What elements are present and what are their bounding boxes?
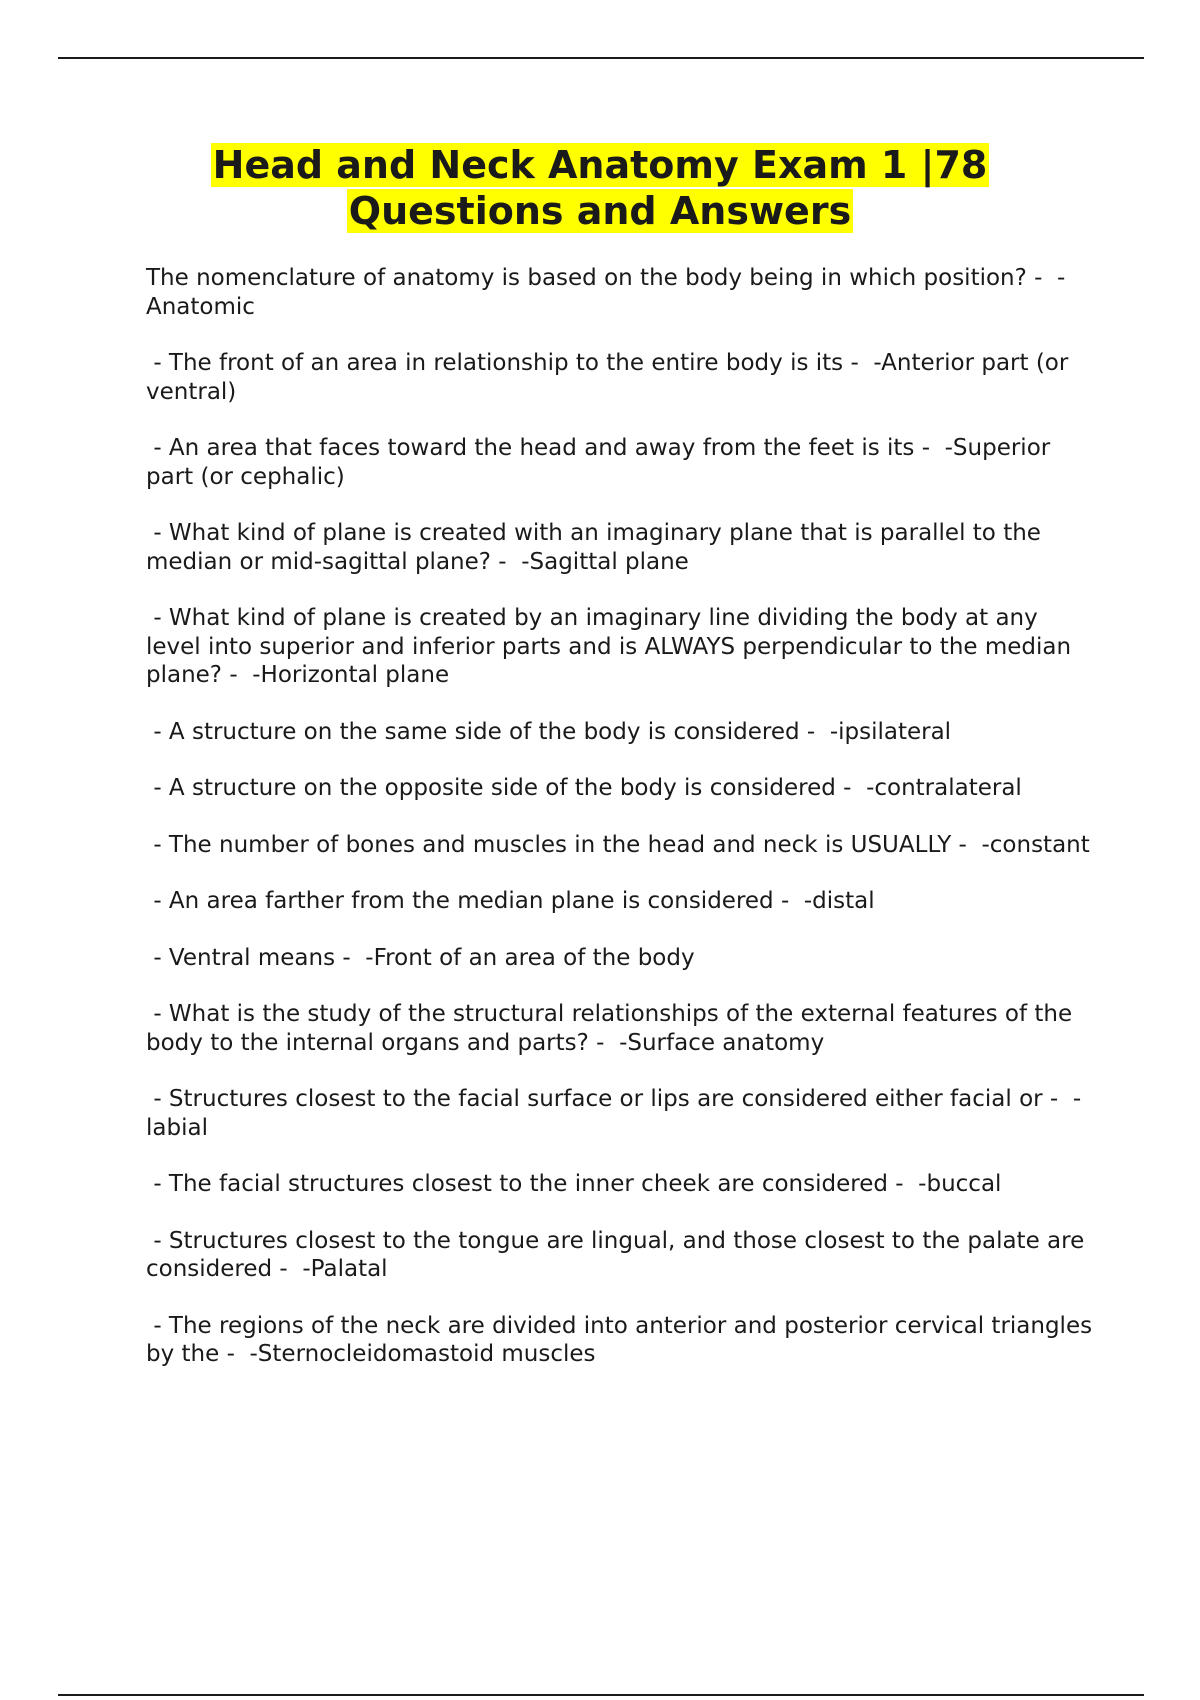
qa-item: - Structures closest to the facial surface or lips are considered either facial or - -labial (146, 1086, 1082, 1141)
document-title (0, 142, 1200, 234)
qa-item: - What kind of plane is created with an imaginary plane that is parallel to the median or mid-sagittal plane? - -Sagittal plane (146, 520, 1049, 575)
qa-item: - Structures closest to the tongue are lingual, and those closest to the palate are considered - -Palatal (146, 1227, 1092, 1282)
qa-item: - What kind of plane is created by an imaginary line dividing the body at any level into superior and inferior parts and is ALWAYS perpendicular to the median plane? - -Horizontal plane (146, 605, 1079, 688)
qa-item: - The facial structures closest to the inner cheek are considered - -buccal (146, 1171, 1002, 1197)
qa-item: The nomenclature of anatomy is based on the body being in which position? - -Anatomic (146, 265, 1066, 320)
qa-item: - An area farther from the median plane is considered - -distal (146, 888, 875, 914)
title-line-2: Questions and Answers (348, 189, 852, 233)
top-rule (58, 57, 1144, 59)
bottom-rule (58, 1694, 1144, 1696)
qa-item: - A structure on the opposite side of the body is considered - -contralateral (146, 775, 1022, 801)
qa-item: - The number of bones and muscles in the head and neck is USUALLY - -constant (146, 831, 1090, 858)
qa-item: - An area that faces toward the head and away from the feet is its - -Superior part (or cephalic) (146, 435, 1058, 490)
qa-item: - What is the study of the structural relationships of the external features of the body to the internal organs and parts? - -Surface anatomy (146, 1001, 1080, 1056)
question-answer-list (146, 264, 1100, 1397)
qa-item: - The front of an area in relationship to the entire body is its - -Anterior part (or ventral) (146, 350, 1076, 405)
title-line-1: Head and Neck Anatomy Exam 1 |78 (212, 143, 988, 187)
qa-item: - A structure on the same side of the body is considered - -ipsilateral (146, 718, 952, 745)
qa-item: - Ventral means - -Front of an area of the body (146, 944, 695, 971)
qa-item: - The regions of the neck are divided into anterior and posterior cervical triangles by the - -Sternocleidomastoid muscles (146, 1312, 1100, 1367)
